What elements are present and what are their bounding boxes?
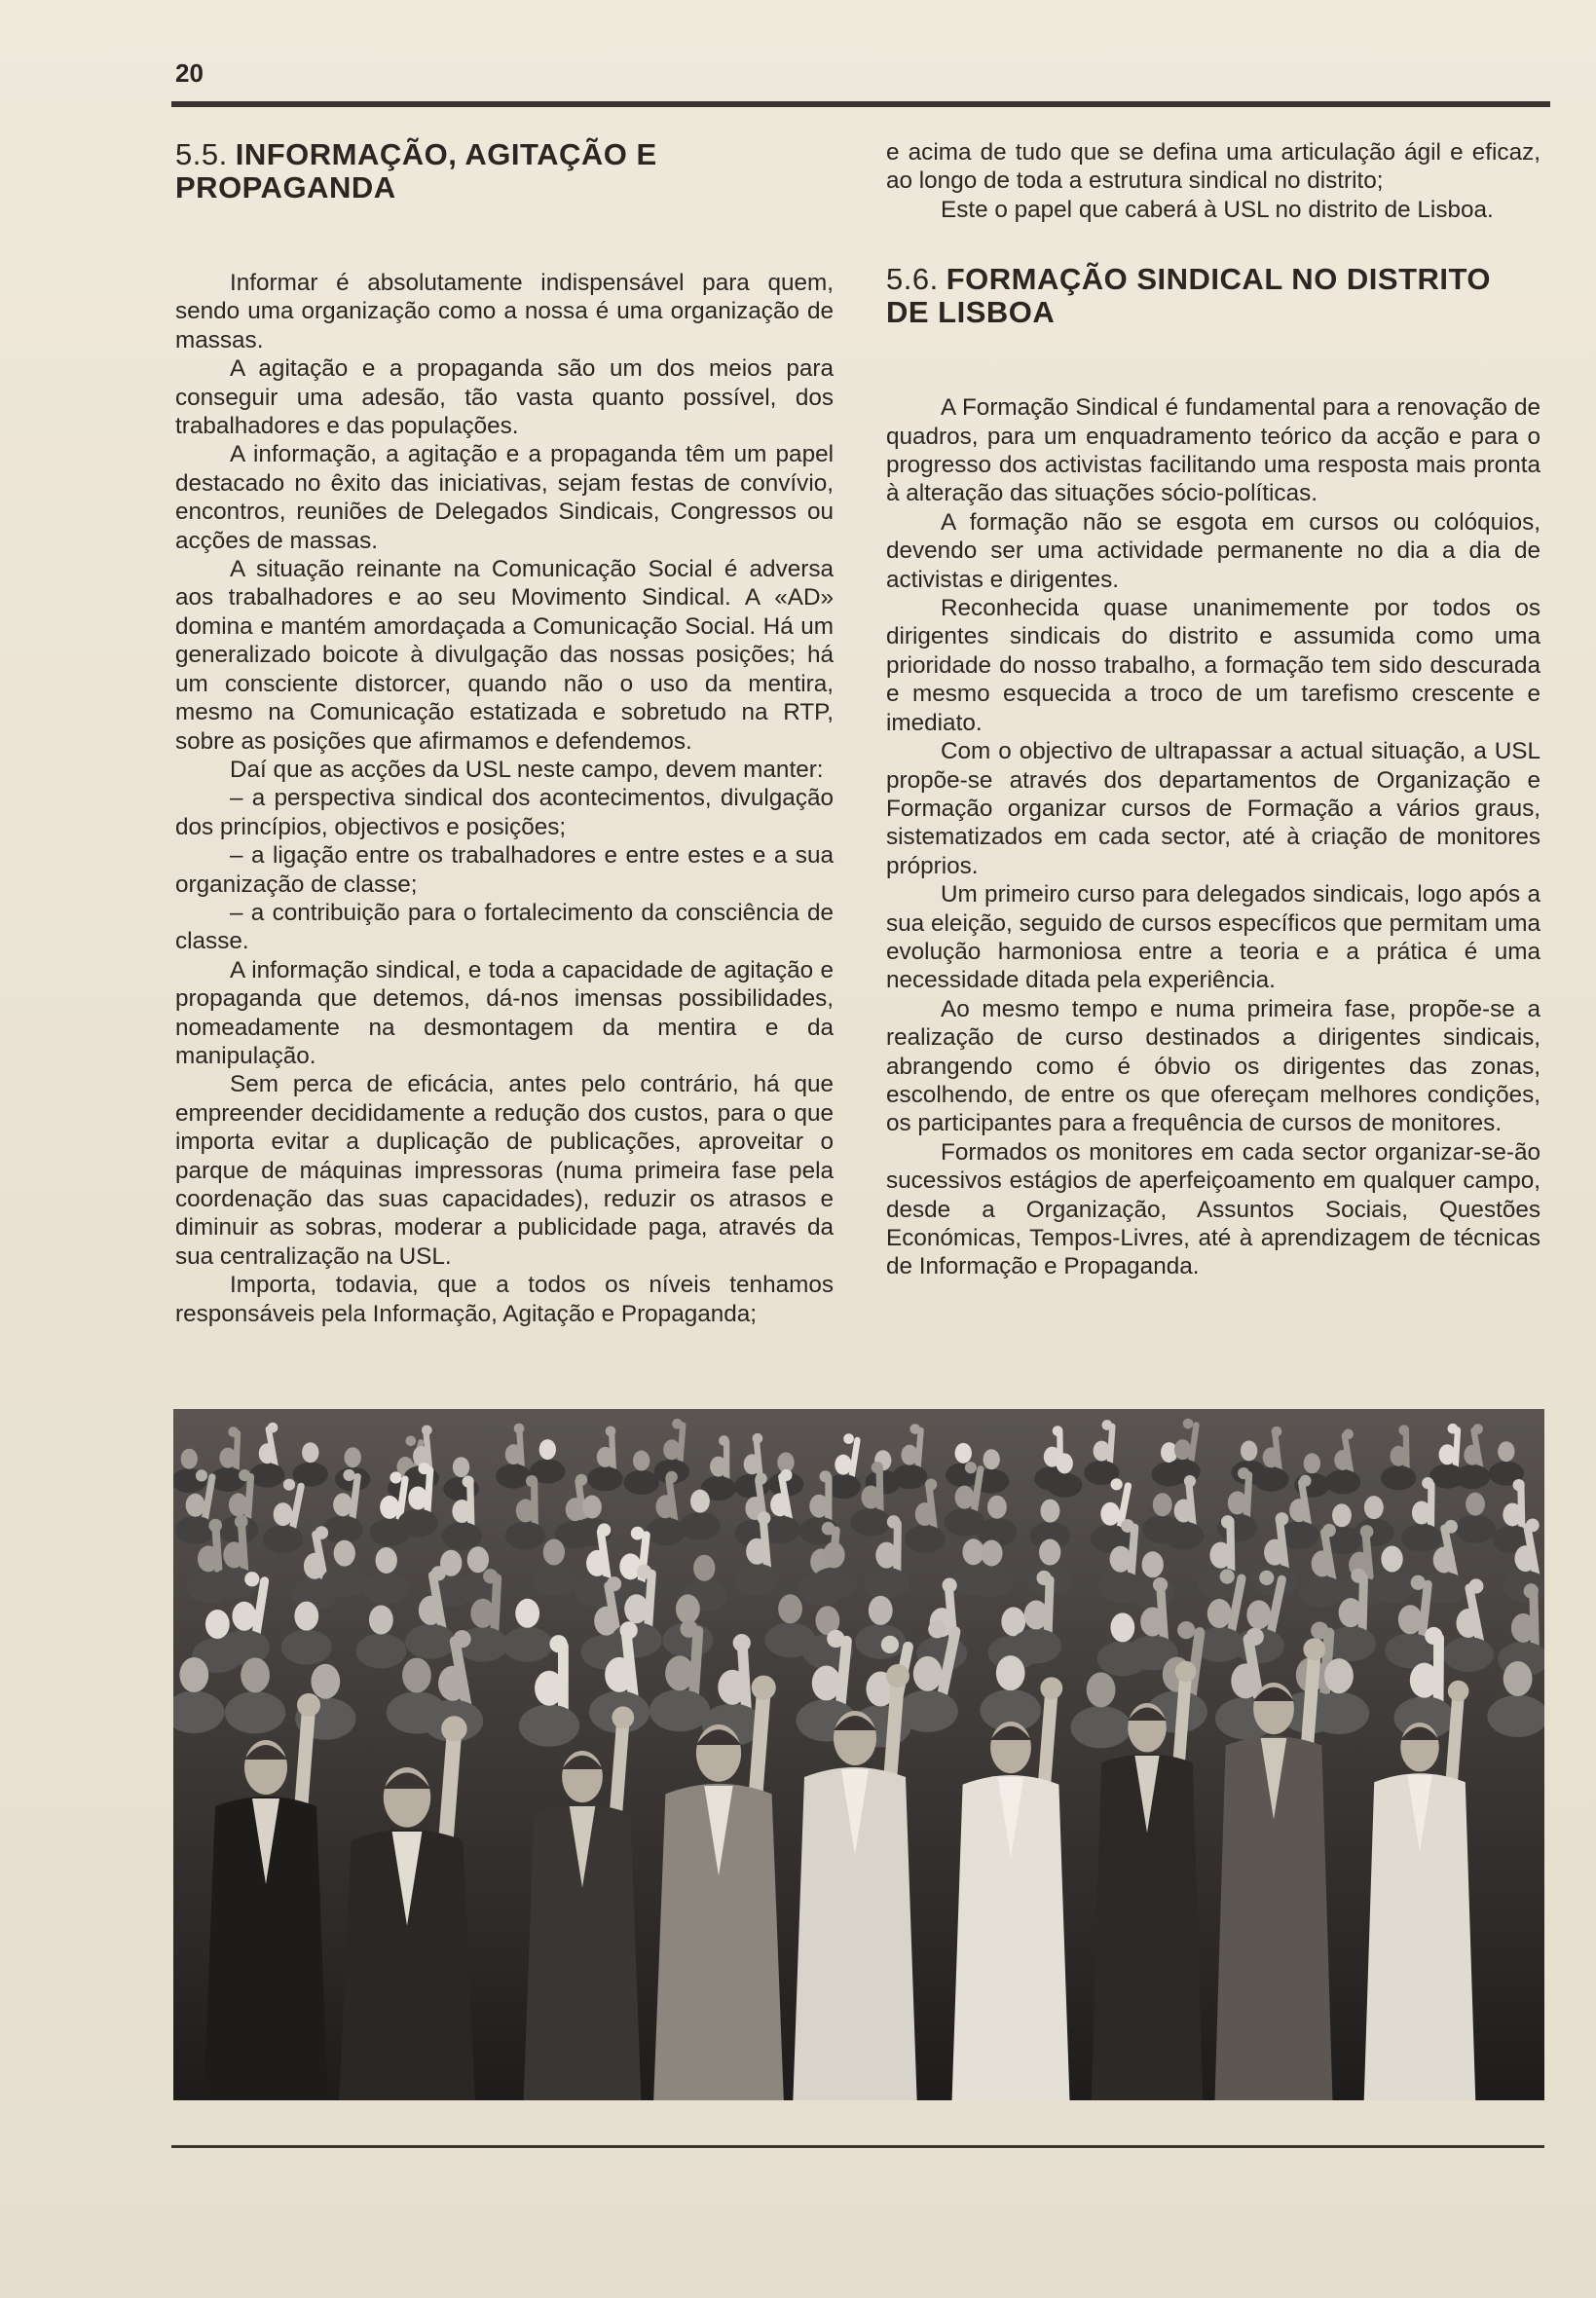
list-item: – a ligação entre os trabalhadores e entre estes e a sua organização de classe;: [175, 842, 834, 898]
left-column: [175, 138, 834, 1328]
list-item: – a perspectiva sindical dos acontecimentos, divulgação dos princípios, objectivos e posições;: [175, 785, 834, 840]
heading-spacer: [175, 204, 834, 269]
paragraph: Importa, todavia, que a todos os níveis tenhamos responsáveis pela Informação, Agitação e Propaganda;: [175, 1272, 834, 1327]
crowd-photo: [173, 1409, 1544, 2100]
paragraph: Formados os monitores em cada sector organizar-se-ão sucessivos estágios de aperfeiçoamento em qualquer campo, desde a Organização, Assuntos Sociais, Questões Económicas, Tempos-Livres, até à aprendizagem de técnicas de Informação e Propaganda.: [886, 1138, 1540, 1280]
paragraph: A informação, a agitação e a propaganda têm um papel destacado no êxito das iniciativas, sejam festas de convívio, encontros, reuniões de Delegados Sindicais, Congressos ou acções de massas.: [175, 441, 834, 554]
paragraph: Daí que as acções da USL neste campo, devem manter:: [230, 756, 824, 783]
page-number: 20: [175, 58, 204, 88]
section-56-title: FORMAÇÃO SINDICAL NO DISTRITO DE LISBOA: [886, 262, 1492, 330]
paragraph: A informação sindical, e toda a capacidade de agitação e propaganda que detemos, dá-nos imensas possibilidades, nomeadamente na desmontagem da mentira e da manipulação.: [175, 956, 834, 1069]
section-56-heading: [886, 263, 1540, 329]
section-55-number: 5.5.: [175, 137, 228, 171]
paragraph: Com o objectivo de ultrapassar a actual situação, a USL propõe-se através dos departamentos de Organização e Formação organizar cursos de Formação a vários graus, sistematizados em cada sector, até à criação de monitores próprios.: [886, 738, 1540, 879]
right-column: [886, 138, 1540, 1281]
section-56-number: 5.6.: [886, 262, 939, 297]
section-55-heading: [175, 138, 834, 204]
crowd-photo-illustration: [173, 1409, 1544, 2100]
paragraph: Sem perca de eficácia, antes pelo contrário, há que empreender decididamente a redução dos custos, para o que importa evitar a duplicação de publicações, aproveitar o parque de máquinas impressoras (numa primeira fase pela coordenação das suas capacidades), reduzir os atrasos e diminuir as sobras, moderar a publicidade paga, através da sua centralização na USL.: [175, 1071, 834, 1270]
paragraph: Ao mesmo tempo e numa primeira fase, propõe-se a realização de curso destinados a dirigentes sindicais, abrangendo como é óbvio os dirigentes das zonas, escolhendo, de entre os que ofereçam melhores condições, os participantes para a frequência de cursos de monitores.: [886, 995, 1540, 1137]
paragraph: A agitação e a propaganda são um dos meios para conseguir uma adesão, tão vasta quanto possível, dos trabalhadores e das populações.: [175, 355, 834, 440]
paragraph: A situação reinante na Comunicação Social é adversa aos trabalhadores e ao seu Movimento Sindical. A «AD» domina e mantém amordaçada a Comunicação Social. Há um generalizado boicote à divulgação das nossas posições; há um consciente distorcer, quando não o uso da mentira, mesmo na Comunicação estatizada e sobretudo na RTP, sobre as posições que afirmamos e defendemos.: [175, 556, 834, 755]
paragraph: Informar é absolutamente indispensável para quem, sendo uma organização como a nossa é uma organização de massas.: [175, 270, 834, 353]
paragraph: A Formação Sindical é fundamental para a renovação de quadros, para um enquadramento teórico da acção e para o progresso dos activistas facilitando uma resposta mais pronta à alteração das situações sócio-políticas.: [886, 394, 1540, 507]
footer-rule: [171, 2145, 1544, 2148]
header-rule: [171, 101, 1550, 107]
paragraph: Reconhecida quase unanimemente por todos os dirigentes sindicais do distrito e assumida como uma prioridade do nosso trabalho, a formação tem sido descurada e mesmo esquecida a troco de um tarefismo crescente e imediato.: [886, 595, 1540, 736]
paragraph: Este o papel que caberá à USL no distrito de Lisboa.: [941, 196, 1494, 223]
heading-spacer: [886, 329, 1540, 393]
list-item: – a contribuição para o fortalecimento da consciência de classe.: [175, 899, 834, 955]
paragraph-continuation: e acima de tudo que se defina uma articulação ágil e eficaz, ao longo de toda a estrutura sindical no distrito;: [886, 139, 1540, 195]
paragraph: A formação não se esgota em cursos ou colóquios, devendo ser uma actividade permanente no dia a dia de activistas e dirigentes.: [886, 508, 1540, 593]
section-55-title: INFORMAÇÃO, AGITAÇÃO E PROPAGANDA: [175, 137, 657, 204]
paragraph: Um primeiro curso para delegados sindicais, logo após a sua eleição, seguido de cursos específicos que permitam uma evolução harmoniosa entre a teoria e a prática é uma necessidade ditada pela experiência.: [886, 881, 1540, 994]
